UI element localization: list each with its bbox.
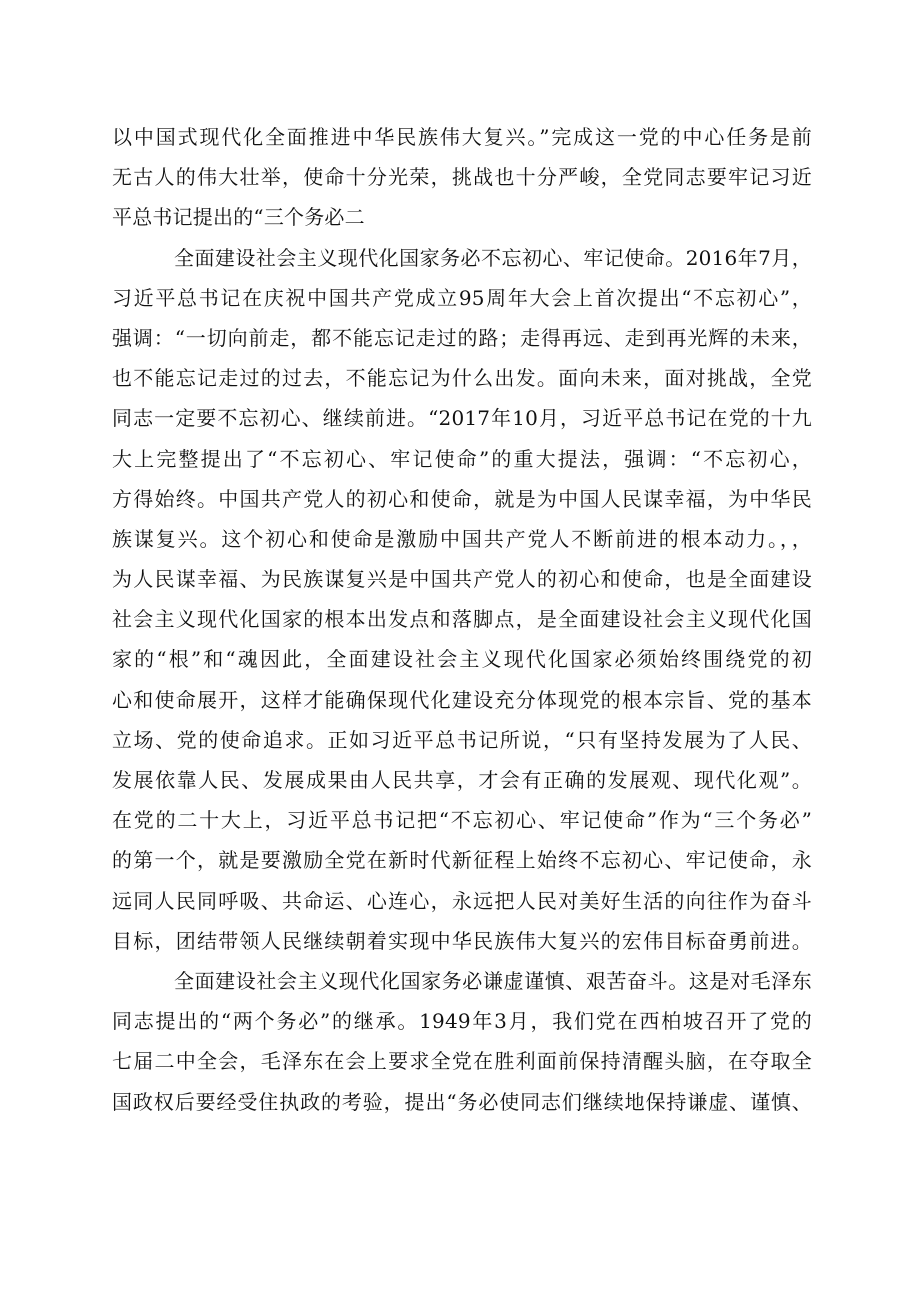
text-line: 社会主义现代化国家的根本出发点和落脚点，是全面建设社会主义现代化国: [112, 607, 812, 632]
text-line: 同志一定要不忘初心、继续前进。“2017年10月，习近平总书记在党的十九: [112, 406, 812, 431]
text-line: 族谋复兴。这个初心和使命是激励中国共产党人不断前进的根本动力。，，: [112, 526, 812, 551]
text-line: 为人民谋幸福、为民族谋复兴是中国共产党人的初心和使命，也是全面建设: [112, 567, 812, 592]
text-line: 七届二中全会，毛泽东在会上要求全党在胜利面前保持清醒头脑，在夺取全: [112, 1049, 812, 1074]
text-line-indented: 全面建设社会主义现代化国家务必不忘初心、牢记使命。2016年7月，: [174, 245, 812, 270]
text-line: 大上完整提出了“不忘初心、牢记使命”的重大提法，强调：“不忘初心，: [112, 446, 812, 471]
text-line: 目标，团结带领人民继续朝着实现中华民族伟大复兴的宏伟目标奋勇前进。: [112, 928, 812, 953]
text-line: 方得始终。中国共产党人的初心和使命，就是为中国人民谋幸福，为中华民: [112, 486, 812, 511]
text-line-indented: 全面建设社会主义现代化国家务必谦虚谨慎、艰苦奋斗。这是对毛泽东: [174, 968, 812, 993]
text-line: 在党的二十大上，习近平总书记把“不忘初心、牢记使命”作为“三个务必”: [112, 808, 812, 833]
text-line: 强调：“一切向前走，都不能忘记走过的路；走得再远、走到再光辉的未来，: [112, 325, 812, 350]
text-line: 发展依靠人民、发展成果由人民共享，才会有正确的发展观、现代化观”。: [112, 768, 812, 792]
text-line: 也不能忘记走过的过去，不能忘记为什么出发。面向未来，面对挑战，全党: [112, 366, 812, 391]
text-line: 国政权后要经受住执政的考验，提出“务必使同志们继续地保持谦虚、谨慎、: [112, 1089, 812, 1114]
text-line: 同志提出的“两个务必”的继承。1949年3月，我们党在西柏坡召开了党的: [112, 1009, 812, 1034]
text-line: 习近平总书记在庆祝中国共产党成立95周年大会上首次提出“不忘初心”，: [112, 285, 812, 310]
text-line: 无古人的伟大壮举，使命十分光荣，挑战也十分严峻，全党同志要牢记习近: [112, 165, 812, 190]
text-line: 家的“根”和“魂因此，全面建设社会主义现代化国家必须始终围绕党的初: [112, 647, 812, 672]
text-line: 的第一个，就是要激励全党在新时代新征程上始终不忘初心、牢记使命，永: [112, 848, 812, 873]
text-line: 心和使命展开，这样才能确保现代化建设充分体现党的根本宗旨、党的基本: [112, 687, 812, 712]
text-line: 立场、党的使命追求。正如习近平总书记所说，“只有坚持发展为了人民、: [112, 727, 812, 752]
text-line: 平总书记提出的“三个务必二: [112, 205, 365, 230]
text-line: 远同人民同呼吸、共命运、心连心，永远把人民对美好生活的向往作为奋斗: [112, 888, 812, 913]
text-line: 以中国式现代化全面推进中华民族伟大复兴。”完成这一党的中心任务是前: [112, 125, 812, 149]
body-text: [112, 117, 812, 1122]
